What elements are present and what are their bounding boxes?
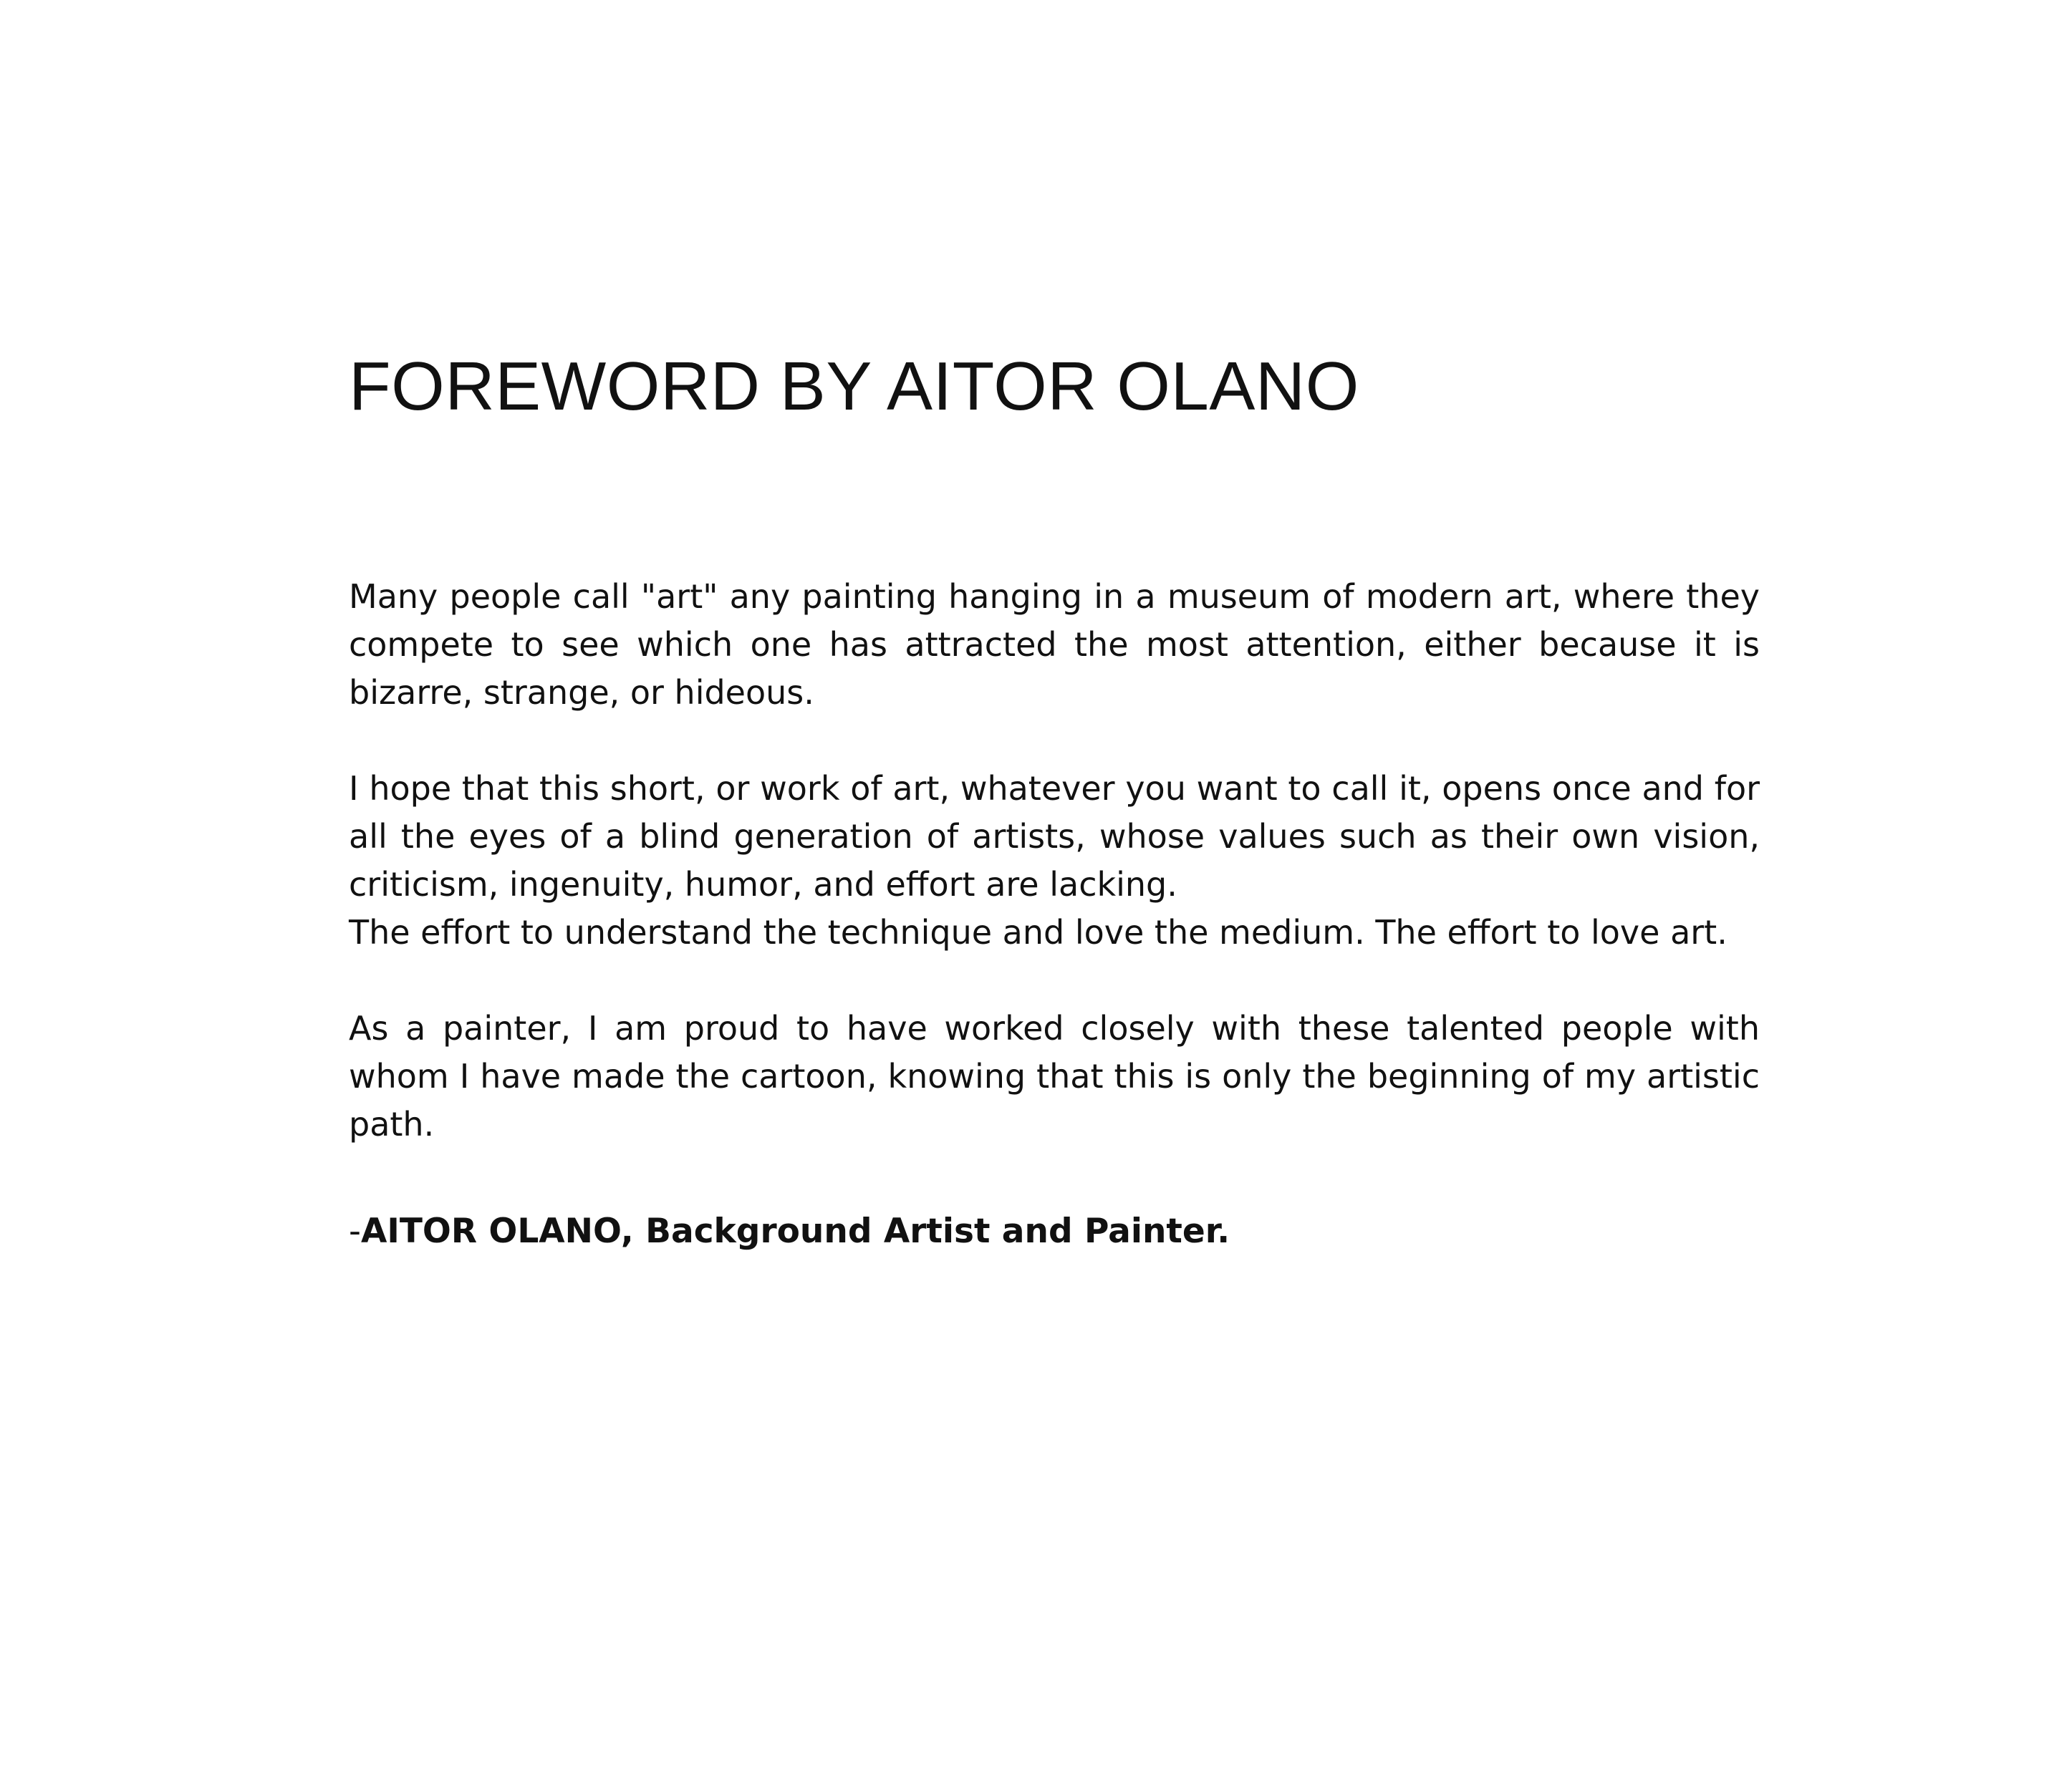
paragraph-3: The effort to understand the technique and love the medium. The effort to love art. [349,913,1728,952]
author-signature [349,1207,1230,1257]
signature-text: AITOR OLANO, Background Artist and Painter. [360,1212,1230,1251]
paragraph-2: I hope that this short, or work of art, whatever you want to call it, opens once and for all the eyes of a blind generation of artists, whose values such as their own vision, criticism, ingenuity, humor, and effort are lacking. [349,769,1760,904]
paragraph-spacer [349,717,1760,765]
foreword-body [349,573,1760,1149]
paragraph-spacer [349,957,1760,1005]
signature-dash: - [349,1212,361,1251]
page-title: FOREWORD BY AITOR OLANO [349,348,1359,425]
paragraph-1: Many people call "art" any painting hanging in a museum of modern art, where they compete to see which one has attracted the most attention, either because it is bizarre, strange, or hideous. [349,577,1760,712]
paragraph-4: As a painter, I am proud to have worked closely with these talented people with whom I have made the cartoon, knowing that this is only the beginning of my artistic path. [349,1009,1760,1144]
foreword-content [349,340,1760,1149]
